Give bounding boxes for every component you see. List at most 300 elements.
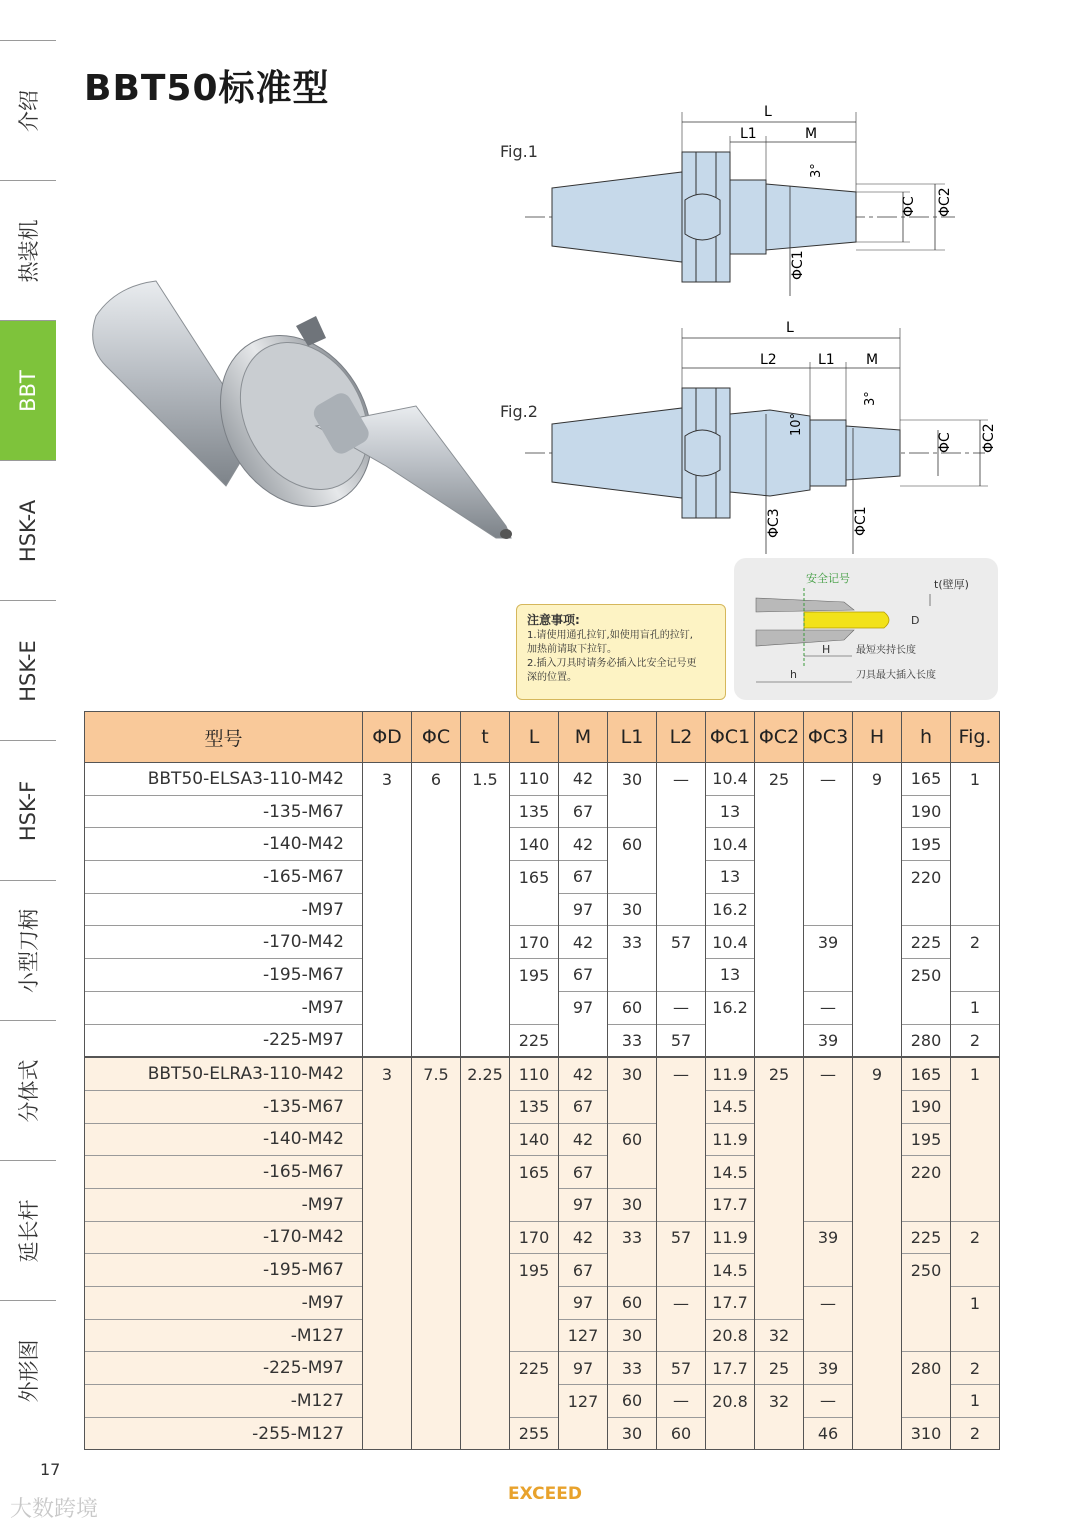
model-cell: -225-M97 [85, 1024, 363, 1057]
model-cell: -170-M42 [85, 926, 363, 959]
table-cell [510, 1188, 559, 1221]
model-cell: -255-M127 [85, 1417, 363, 1450]
table-cell: 30 [608, 1057, 657, 1090]
table-cell: 195 [510, 959, 559, 992]
table-header-cell: L2 [657, 712, 706, 763]
table-cell [412, 1090, 461, 1123]
table-cell [461, 1352, 510, 1385]
table-row [85, 1352, 1000, 1385]
table-cell [412, 1287, 461, 1320]
notes-line: 2.插入刀具时请务必插入比安全记号更 [527, 658, 697, 669]
table-cell: 13 [706, 861, 755, 894]
table-cell: 42 [559, 828, 608, 861]
table-cell: 14.5 [706, 1254, 755, 1287]
table-cell [804, 1090, 853, 1123]
table-cell [657, 861, 706, 894]
table-cell [804, 1188, 853, 1221]
table-cell [853, 1090, 902, 1123]
table-row [85, 861, 1000, 894]
table-cell [657, 1123, 706, 1156]
sidebar-tab[interactable] [0, 1300, 56, 1441]
table-cell [363, 1090, 412, 1123]
table-header-cell: h [902, 712, 951, 763]
table-cell [510, 1287, 559, 1320]
table-cell: 127 [559, 1385, 608, 1418]
table-cell: 190 [902, 1090, 951, 1123]
table-row [85, 893, 1000, 926]
table-cell [853, 828, 902, 861]
table-cell [804, 959, 853, 992]
model-cell: -M97 [85, 893, 363, 926]
table-cell [608, 795, 657, 828]
model-cell: BBT50-ELRA3-110-M42 [85, 1057, 363, 1090]
fig2-label: Fig.2 [500, 402, 538, 421]
table-cell [559, 1024, 608, 1057]
table-cell [461, 1319, 510, 1352]
insertion-diagram [734, 558, 998, 700]
model-cell: BBT50-ELSA3-110-M42 [85, 763, 363, 796]
table-cell: 60 [608, 828, 657, 861]
fig1-dim-C2: ΦC2 [937, 187, 953, 217]
table-cell: 165 [510, 861, 559, 894]
table-cell [461, 893, 510, 926]
table-cell: 11.9 [706, 1057, 755, 1090]
table-cell [461, 926, 510, 959]
table-cell: 165 [510, 1156, 559, 1189]
sidebar-tab[interactable] [0, 740, 56, 881]
table-cell [608, 1254, 657, 1287]
table-cell [363, 959, 412, 992]
table-cell [461, 959, 510, 992]
table-row [85, 1057, 1000, 1090]
table-cell [363, 1319, 412, 1352]
table-header-cell: 型号 [85, 712, 363, 763]
table-cell: 97 [559, 1188, 608, 1221]
table-cell [853, 1221, 902, 1254]
table-cell: — [657, 1057, 706, 1090]
table-header-cell: ΦC [412, 712, 461, 763]
page-number: 17 [40, 1460, 61, 1479]
sidebar-tab[interactable] [0, 40, 56, 181]
table-cell: 57 [657, 1352, 706, 1385]
table-cell: 165 [902, 763, 951, 796]
table-cell: 195 [510, 1254, 559, 1287]
table-cell [363, 861, 412, 894]
model-cell: -195-M67 [85, 1254, 363, 1287]
table-cell: 17.7 [706, 1188, 755, 1221]
model-cell: -135-M67 [85, 1090, 363, 1123]
sidebar-tab[interactable] [0, 180, 56, 321]
table-cell: — [804, 1287, 853, 1320]
inset-wall: t(壁厚) [934, 578, 969, 591]
table-cell [510, 893, 559, 926]
spec-table [84, 711, 1000, 1450]
table-cell: 220 [902, 1156, 951, 1189]
sidebar-tab-label: 热装机 [17, 219, 41, 283]
table-cell: 1 [951, 763, 1000, 796]
sidebar-nav [0, 40, 56, 1440]
model-cell: -M97 [85, 991, 363, 1024]
table-cell: — [804, 763, 853, 796]
table-cell: 60 [608, 1123, 657, 1156]
table-cell [461, 1287, 510, 1320]
table-cell [755, 959, 804, 992]
table-cell [461, 1417, 510, 1450]
table-cell [853, 1156, 902, 1189]
table-cell: 1 [951, 991, 1000, 1024]
fig1-dim-L: L [764, 104, 772, 120]
table-header-cell: ΦC2 [755, 712, 804, 763]
table-cell: 220 [902, 861, 951, 894]
table-cell: 39 [804, 1221, 853, 1254]
table-row [85, 828, 1000, 861]
table-cell: 67 [559, 1156, 608, 1189]
model-cell: -165-M67 [85, 861, 363, 894]
table-cell [951, 1319, 1000, 1352]
table-cell: 17.7 [706, 1352, 755, 1385]
model-cell: -M97 [85, 1188, 363, 1221]
table-cell: 10.4 [706, 926, 755, 959]
table-cell [755, 1024, 804, 1057]
fig1-dim-C: ΦC [901, 196, 917, 217]
table-cell: 42 [559, 926, 608, 959]
table-cell: 11.9 [706, 1221, 755, 1254]
fig2-dim-C3: ΦC3 [766, 508, 782, 538]
table-cell [461, 1221, 510, 1254]
table-cell: 2 [951, 1417, 1000, 1450]
table-cell [853, 991, 902, 1024]
notes-line: 1.请使用通孔拉钉,如使用盲孔的拉钉, [527, 630, 693, 641]
table-cell: 255 [510, 1417, 559, 1450]
table-cell: 14.5 [706, 1156, 755, 1189]
table-cell: 280 [902, 1024, 951, 1057]
table-cell [461, 1090, 510, 1123]
table-row [85, 1024, 1000, 1057]
table-row [85, 991, 1000, 1024]
table-cell: 46 [804, 1417, 853, 1450]
sidebar-tab-label: 介绍 [17, 90, 41, 132]
table-cell: 97 [559, 893, 608, 926]
table-cell: 42 [559, 1057, 608, 1090]
table-cell: 11.9 [706, 1123, 755, 1156]
table-cell: 2 [951, 1221, 1000, 1254]
table-cell: 32 [755, 1319, 804, 1352]
table-cell: 2 [951, 1024, 1000, 1057]
model-cell: -140-M42 [85, 1123, 363, 1156]
fig1-dim-angle: 3° [809, 163, 824, 178]
table-cell [363, 1123, 412, 1156]
table-cell [706, 1024, 755, 1057]
watermark: 大数跨境 [10, 1497, 99, 1522]
notes-line: 深的位置。 [527, 672, 577, 683]
sidebar-tab-label: BBT [16, 370, 40, 412]
table-cell [412, 991, 461, 1024]
table-cell [902, 1385, 951, 1418]
table-cell [853, 1352, 902, 1385]
table-cell [951, 828, 1000, 861]
inset-d: D [911, 614, 920, 627]
table-cell [853, 861, 902, 894]
table-cell: 170 [510, 926, 559, 959]
table-cell [902, 991, 951, 1024]
table-cell [608, 1156, 657, 1189]
sidebar-tab-label: 分体式 [17, 1059, 41, 1123]
table-cell: 57 [657, 1221, 706, 1254]
table-cell [461, 1188, 510, 1221]
table-cell [755, 1156, 804, 1189]
table-cell: 20.8 [706, 1385, 755, 1418]
sidebar-tab-label: HSK-A [16, 499, 40, 563]
table-cell: 30 [608, 893, 657, 926]
table-cell [755, 1090, 804, 1123]
table-cell [853, 795, 902, 828]
fig2-drawing [520, 316, 997, 556]
table-cell [755, 795, 804, 828]
inset-max-insert: 刀具最大插入长度 [856, 670, 936, 681]
table-cell: 25 [755, 1352, 804, 1385]
table-cell [363, 1385, 412, 1418]
table-cell: 25 [755, 763, 804, 796]
table-cell [363, 926, 412, 959]
table-cell [755, 1123, 804, 1156]
table-cell: 225 [510, 1024, 559, 1057]
page-title: BBT50标准型 [84, 68, 330, 109]
table-cell [363, 1254, 412, 1287]
table-cell [412, 1024, 461, 1057]
table-cell [412, 828, 461, 861]
fig2-dim-L: L [786, 320, 794, 336]
table-cell [559, 1417, 608, 1450]
table-cell [657, 1090, 706, 1123]
table-cell: 110 [510, 763, 559, 796]
table-cell: 97 [559, 991, 608, 1024]
table-cell: 97 [559, 1352, 608, 1385]
table-cell: 6 [412, 763, 461, 796]
table-cell [412, 1123, 461, 1156]
table-cell [657, 795, 706, 828]
table-cell: 32 [755, 1385, 804, 1418]
model-cell: -140-M42 [85, 828, 363, 861]
table-cell: 225 [902, 1221, 951, 1254]
table-cell: 25 [755, 1057, 804, 1090]
table-cell: 7.5 [412, 1057, 461, 1090]
table-cell: 30 [608, 1417, 657, 1450]
table-cell [461, 828, 510, 861]
table-cell: 67 [559, 861, 608, 894]
exceed-logo: EXCEED [508, 1484, 582, 1504]
table-cell: 250 [902, 959, 951, 992]
table-cell [853, 1123, 902, 1156]
fig2-dim-angle: 3° [863, 391, 878, 406]
table-cell: — [657, 763, 706, 796]
table-cell: 13 [706, 959, 755, 992]
table-cell [363, 828, 412, 861]
table-cell: 140 [510, 828, 559, 861]
table-row [85, 1417, 1000, 1450]
table-row [85, 1254, 1000, 1287]
table-row [85, 1188, 1000, 1221]
table-cell: 225 [510, 1352, 559, 1385]
table-cell [951, 893, 1000, 926]
sidebar-tab[interactable] [0, 880, 56, 1021]
sidebar-tab[interactable] [0, 460, 56, 601]
table-cell: — [657, 1385, 706, 1418]
table-cell [412, 1254, 461, 1287]
table-cell [461, 1024, 510, 1057]
table-cell [755, 1417, 804, 1450]
table-cell: 127 [559, 1319, 608, 1352]
table-cell [902, 1287, 951, 1320]
table-cell [755, 926, 804, 959]
table-cell [902, 893, 951, 926]
table-cell [755, 861, 804, 894]
sidebar-tab-label: 小型刀柄 [17, 909, 41, 993]
table-cell: 310 [902, 1417, 951, 1450]
table-cell: 67 [559, 959, 608, 992]
table-row [85, 926, 1000, 959]
fig1-drawing [520, 100, 960, 300]
table-cell [608, 959, 657, 992]
table-cell: 2 [951, 926, 1000, 959]
table-cell [412, 1385, 461, 1418]
table-cell [461, 861, 510, 894]
table-cell: — [657, 991, 706, 1024]
table-cell: 57 [657, 1024, 706, 1057]
table-cell [755, 1221, 804, 1254]
fig2-dim-M: M [866, 352, 879, 368]
model-cell: -M97 [85, 1287, 363, 1320]
table-cell [853, 1385, 902, 1418]
table-cell [363, 991, 412, 1024]
table-header-cell: L [510, 712, 559, 763]
table-cell: 39 [804, 1352, 853, 1385]
model-cell: -M127 [85, 1319, 363, 1352]
table-cell: 3 [363, 1057, 412, 1090]
table-cell [853, 959, 902, 992]
table-cell: 140 [510, 1123, 559, 1156]
table-cell: 67 [559, 1254, 608, 1287]
table-row [85, 763, 1000, 796]
table-cell: 190 [902, 795, 951, 828]
table-cell [755, 1188, 804, 1221]
table-header-cell: t [461, 712, 510, 763]
inset-h-big: H [822, 643, 831, 656]
table-cell [755, 893, 804, 926]
table-row [85, 1090, 1000, 1123]
table-cell [853, 1417, 902, 1450]
table-cell: 60 [608, 991, 657, 1024]
table-cell [853, 1319, 902, 1352]
notes-line: 加热前请取下拉钉。 [527, 644, 617, 655]
model-cell: -195-M67 [85, 959, 363, 992]
fig2-dim-C1: ΦC1 [853, 506, 869, 536]
table-cell [657, 1319, 706, 1352]
sidebar-tab[interactable] [0, 1020, 56, 1161]
table-cell: 1 [951, 1385, 1000, 1418]
table-cell [804, 795, 853, 828]
table-cell: 57 [657, 926, 706, 959]
fig2-dim-L1: L1 [818, 352, 835, 368]
model-cell: -M127 [85, 1385, 363, 1418]
table-cell [853, 1024, 902, 1057]
table-cell: 20.8 [706, 1319, 755, 1352]
table-cell [657, 1254, 706, 1287]
table-cell [853, 1188, 902, 1221]
table-cell [951, 861, 1000, 894]
table-cell: 2 [951, 1352, 1000, 1385]
notes-box [516, 604, 726, 700]
table-cell [804, 861, 853, 894]
table-cell: 33 [608, 1024, 657, 1057]
table-cell: 42 [559, 763, 608, 796]
table-cell: — [804, 1385, 853, 1418]
table-cell: 33 [608, 1221, 657, 1254]
table-cell [804, 893, 853, 926]
table-cell: 13 [706, 795, 755, 828]
table-cell: 97 [559, 1287, 608, 1320]
table-cell: 2.25 [461, 1057, 510, 1090]
table-cell [363, 1156, 412, 1189]
table-cell [412, 1221, 461, 1254]
table-cell: 170 [510, 1221, 559, 1254]
sidebar-tab-label: HSK-E [16, 640, 40, 702]
inset-safety-mark: 安全记号 [806, 572, 850, 585]
table-cell [951, 1188, 1000, 1221]
table-cell: 30 [608, 1188, 657, 1221]
table-cell: 17.7 [706, 1287, 755, 1320]
table-header-cell: L1 [608, 712, 657, 763]
product-image [86, 276, 526, 546]
table-cell: 135 [510, 795, 559, 828]
table-cell [755, 1287, 804, 1320]
table-cell: 16.2 [706, 991, 755, 1024]
table-row [85, 1221, 1000, 1254]
table-cell: 135 [510, 1090, 559, 1123]
table-cell: — [804, 991, 853, 1024]
table-cell [657, 893, 706, 926]
table-cell: 250 [902, 1254, 951, 1287]
table-header-cell: ΦC1 [706, 712, 755, 763]
table-cell [951, 959, 1000, 992]
table-cell [510, 1385, 559, 1418]
table-cell [853, 926, 902, 959]
table-cell: 280 [902, 1352, 951, 1385]
table-cell: 14.5 [706, 1090, 755, 1123]
sidebar-tab[interactable] [0, 600, 56, 741]
table-cell [412, 1352, 461, 1385]
sidebar-tab[interactable] [0, 320, 56, 461]
sidebar-tab[interactable] [0, 1160, 56, 1301]
table-cell [657, 1188, 706, 1221]
table-cell: 39 [804, 1024, 853, 1057]
fig1-dim-L1: L1 [740, 126, 757, 142]
table-cell: 33 [608, 926, 657, 959]
table-cell [755, 828, 804, 861]
table-cell: — [657, 1287, 706, 1320]
table-cell [755, 1254, 804, 1287]
table-header-cell: ΦC3 [804, 712, 853, 763]
table-cell [510, 991, 559, 1024]
table-header-cell: H [853, 712, 902, 763]
fig2-dim-C2: ΦC2 [981, 423, 997, 453]
table-header-cell: Fig. [951, 712, 1000, 763]
table-cell [951, 1090, 1000, 1123]
table-cell [510, 1319, 559, 1352]
table-cell [755, 991, 804, 1024]
table-cell [363, 1024, 412, 1057]
table-cell: 60 [657, 1417, 706, 1450]
table-cell [461, 795, 510, 828]
